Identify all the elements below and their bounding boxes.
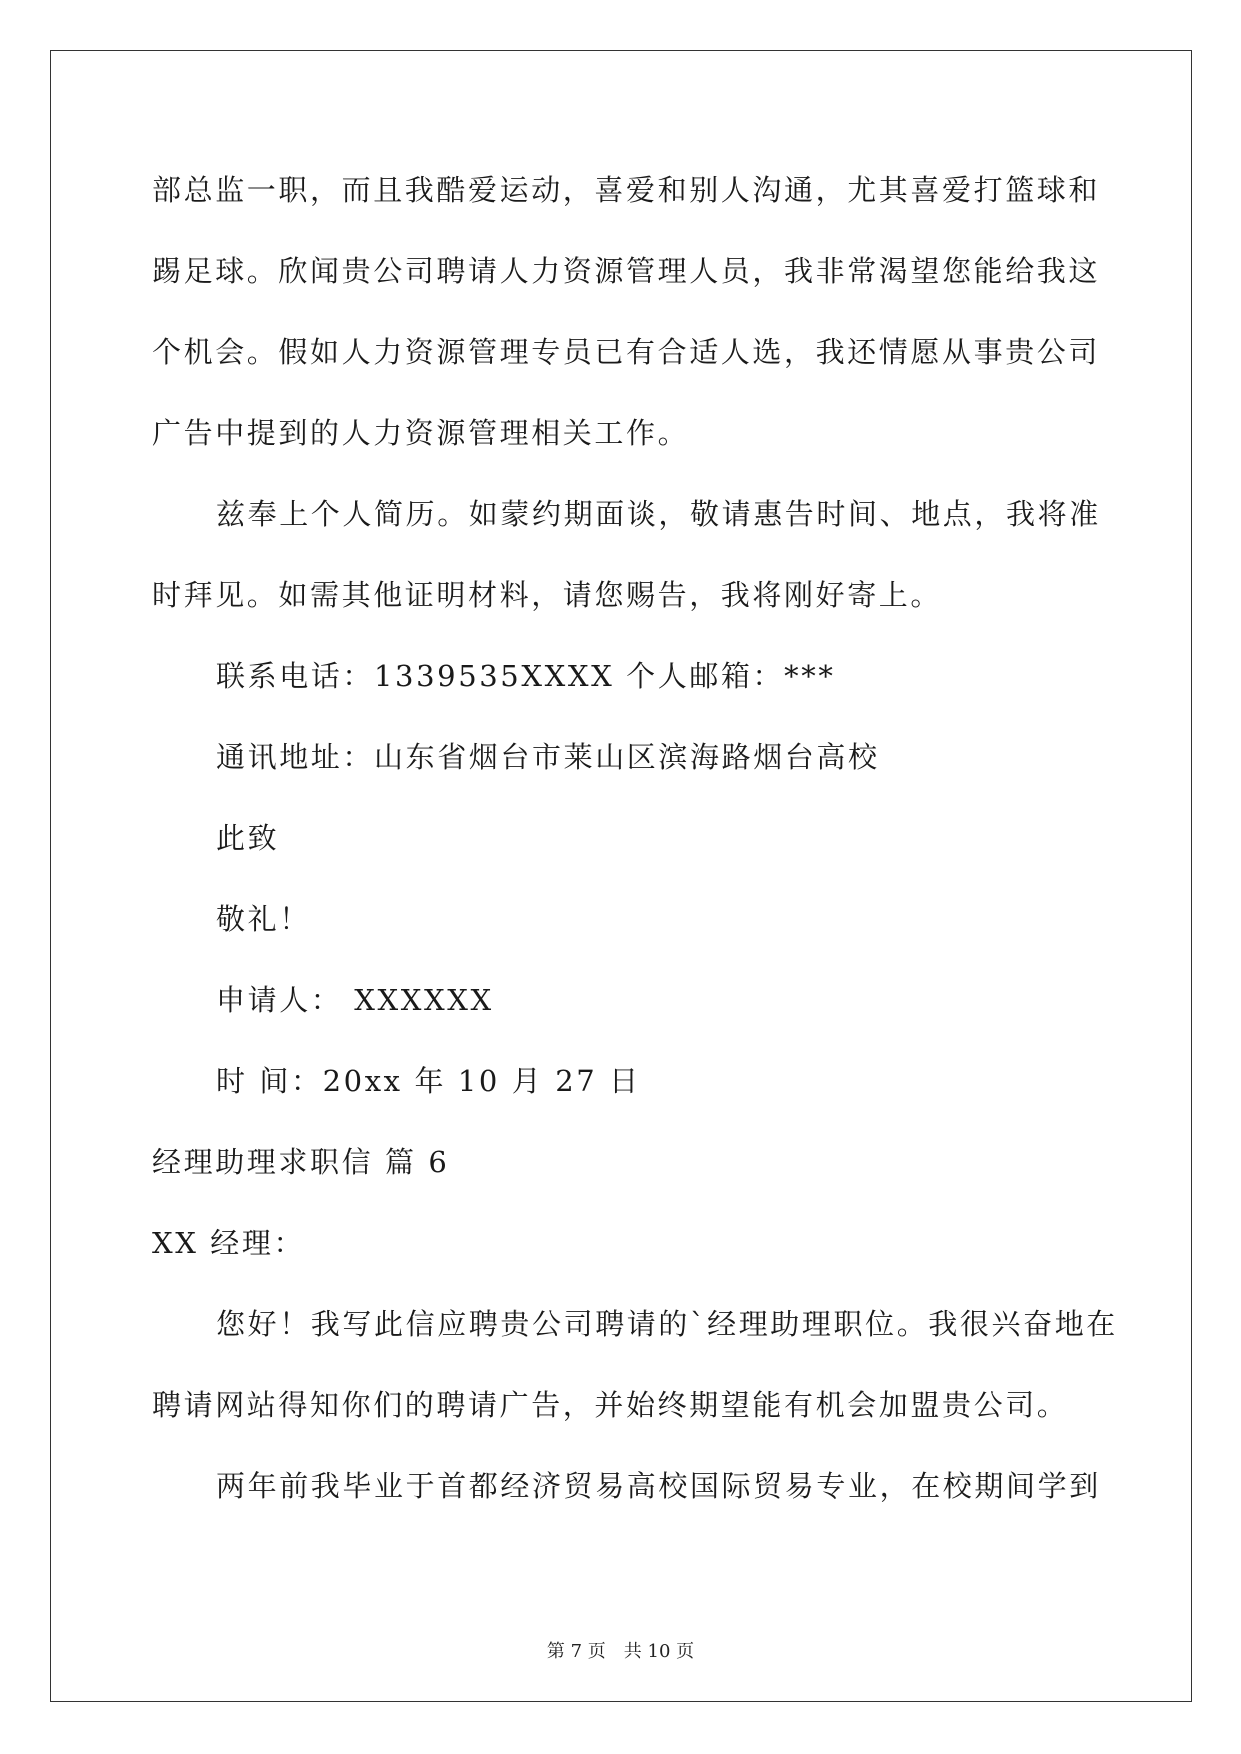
paragraph-line: 兹奉上个人简历。如蒙约期面谈，敬请惠告时间、地点，我将准: [216, 497, 1101, 531]
closing-salutation: 此致: [216, 821, 280, 855]
page-total: 共 10 页: [623, 1641, 695, 1662]
paragraph-line: 两年前我毕业于首都经济贸易高校国际贸易专业，在校期间学到: [216, 1469, 1101, 1503]
paragraph-line: 踢足球。欣闻贵公司聘请人力资源管理人员，我非常渴望您能给我这: [152, 254, 1101, 288]
paragraph-line: 时拜见。如需其他证明材料，请您赐告，我将刚好寄上。: [152, 578, 943, 612]
mailing-address-line: 通讯地址：山东省烟台市莱山区滨海路烟台高校: [216, 740, 880, 774]
paragraph-line: 聘请网站得知你们的聘请广告，并始终期望能有机会加盟贵公司。: [152, 1388, 1069, 1422]
section-heading: 经理助理求职信 篇 6: [152, 1145, 450, 1179]
paragraph-line: 广告中提到的人力资源管理相关工作。: [152, 416, 690, 450]
date-line: 时 间：20xx 年 10 月 27 日: [216, 1064, 641, 1098]
letter-addressee: XX 经理：: [152, 1226, 306, 1260]
closing-regards: 敬礼！: [216, 902, 311, 936]
paragraph-line: 您好！我写此信应聘贵公司聘请的`经理助理职位。我很兴奋地在: [216, 1307, 1118, 1341]
page-footer: [0, 1637, 1241, 1663]
page-number: 第 7 页: [546, 1641, 606, 1662]
paragraph-line: 部总监一职，而且我酷爱运动，喜爱和别人沟通，尤其喜爱打篮球和: [152, 173, 1101, 207]
paragraph-line: 个机会。假如人力资源管理专员已有合适人选，我还情愿从事贵公司: [152, 335, 1101, 369]
document-body: [152, 168, 1118, 1545]
contact-phone-email-line: 联系电话：1339535XXXX 个人邮箱：***: [216, 659, 836, 693]
applicant-line: 申请人： XXXXXX: [216, 983, 494, 1017]
